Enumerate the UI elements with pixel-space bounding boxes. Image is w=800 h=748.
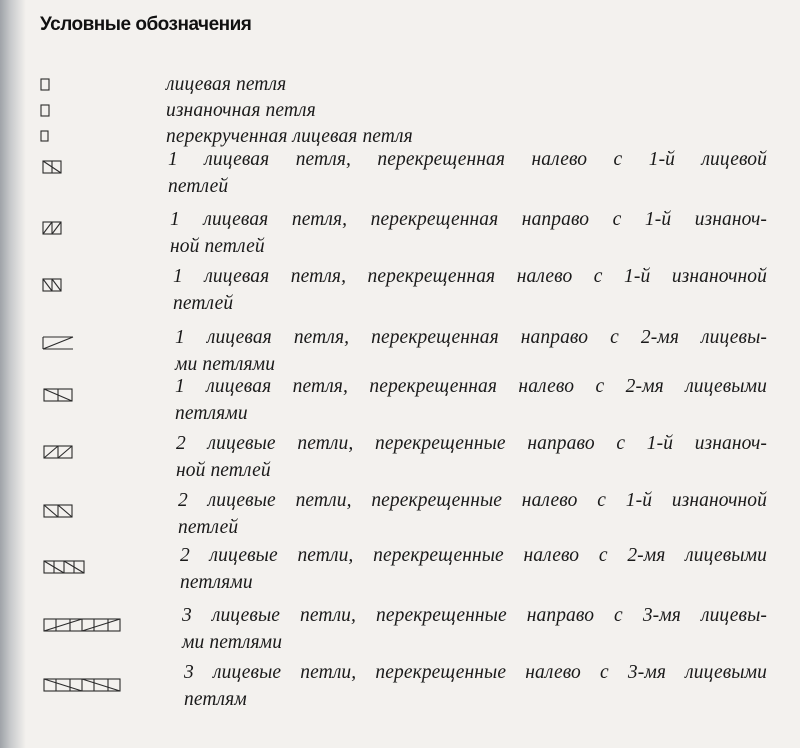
legend-description (184, 660, 767, 713)
description-line: петлей (173, 292, 234, 314)
cross-1k-left-over-1k-symbol (40, 158, 64, 174)
page-title: Условные обозначения (40, 14, 252, 35)
cross-1k-left-over-1p-symbol (40, 276, 64, 292)
description-line: 1 лицевая петля, перекрещенная налево с 1-й лицевой (168, 149, 767, 170)
cross-1k-right-over-2k-symbol (40, 334, 76, 350)
description-line: лицевая петля (166, 74, 287, 95)
description-line: 1 лицевая петля, перекрещенная направо с 2-мя лицевы- (175, 327, 767, 348)
legend-description (170, 207, 767, 260)
description-line: 3 лицевые петли, перекрещенные направо с 3-мя лицевы- (182, 605, 767, 626)
legend-description (175, 374, 767, 427)
cross-1k-left-over-2k-symbol (40, 386, 76, 402)
legend-description (182, 603, 767, 656)
description-line: 1 лицевая петля, перекрещенная направо с 1-й изнаноч- (170, 209, 767, 230)
description-line: петлями (175, 402, 248, 424)
cross-3k-right-over-3k-symbol (40, 616, 124, 632)
legend-description (180, 543, 767, 596)
description-line: ной петлей (170, 235, 265, 257)
cross-3k-left-over-3k-symbol (40, 676, 124, 692)
description-line: петлями (180, 571, 253, 593)
legend-description (175, 325, 767, 378)
legend-description (168, 147, 767, 200)
description-line: 2 лицевые петли, перекрещенные налево с 2-мя лицевыми (180, 545, 767, 566)
description-line: петлям (184, 688, 247, 710)
cross-1k-right-over-1p-symbol (40, 220, 64, 236)
legend-description (178, 488, 767, 541)
description-line: ми петлями (175, 353, 276, 375)
description-line: 2 лицевые петли, перекрещенные налево с 1-й изнаночной (178, 490, 767, 511)
description-line: ной петлей (176, 459, 271, 481)
twisted-knit-stitch-symbol (40, 130, 52, 144)
legend-description (166, 98, 316, 125)
description-line: 3 лицевые петли, перекрещенные налево с 3-мя лицевыми (184, 662, 767, 683)
cross-2k-left-over-1p-symbol (40, 502, 76, 518)
legend-description (173, 264, 767, 317)
cross-2k-right-over-1p-symbol (40, 444, 76, 460)
knit-stitch-symbol (40, 78, 52, 92)
description-line: 1 лицевая петля, перекрещенная налево с 1-й изнаночной (173, 266, 767, 287)
description-line: 1 лицевая петля, перекрещенная налево с 2-мя лицевыми (175, 376, 767, 397)
description-line: перекрученная лицевая петля (166, 126, 413, 147)
description-line: ми петлями (182, 631, 283, 653)
description-line: петлей (178, 516, 239, 538)
legend-description (176, 431, 767, 484)
purl-stitch-symbol (40, 104, 52, 118)
cross-2k-left-over-2k-symbol (40, 558, 88, 574)
description-line: петлей (168, 175, 229, 197)
description-line: 2 лицевые петли, перекрещенные направо с 1-й изнаноч- (176, 433, 767, 454)
description-line: изнаночная петля (166, 100, 316, 121)
legend-description (166, 72, 286, 99)
